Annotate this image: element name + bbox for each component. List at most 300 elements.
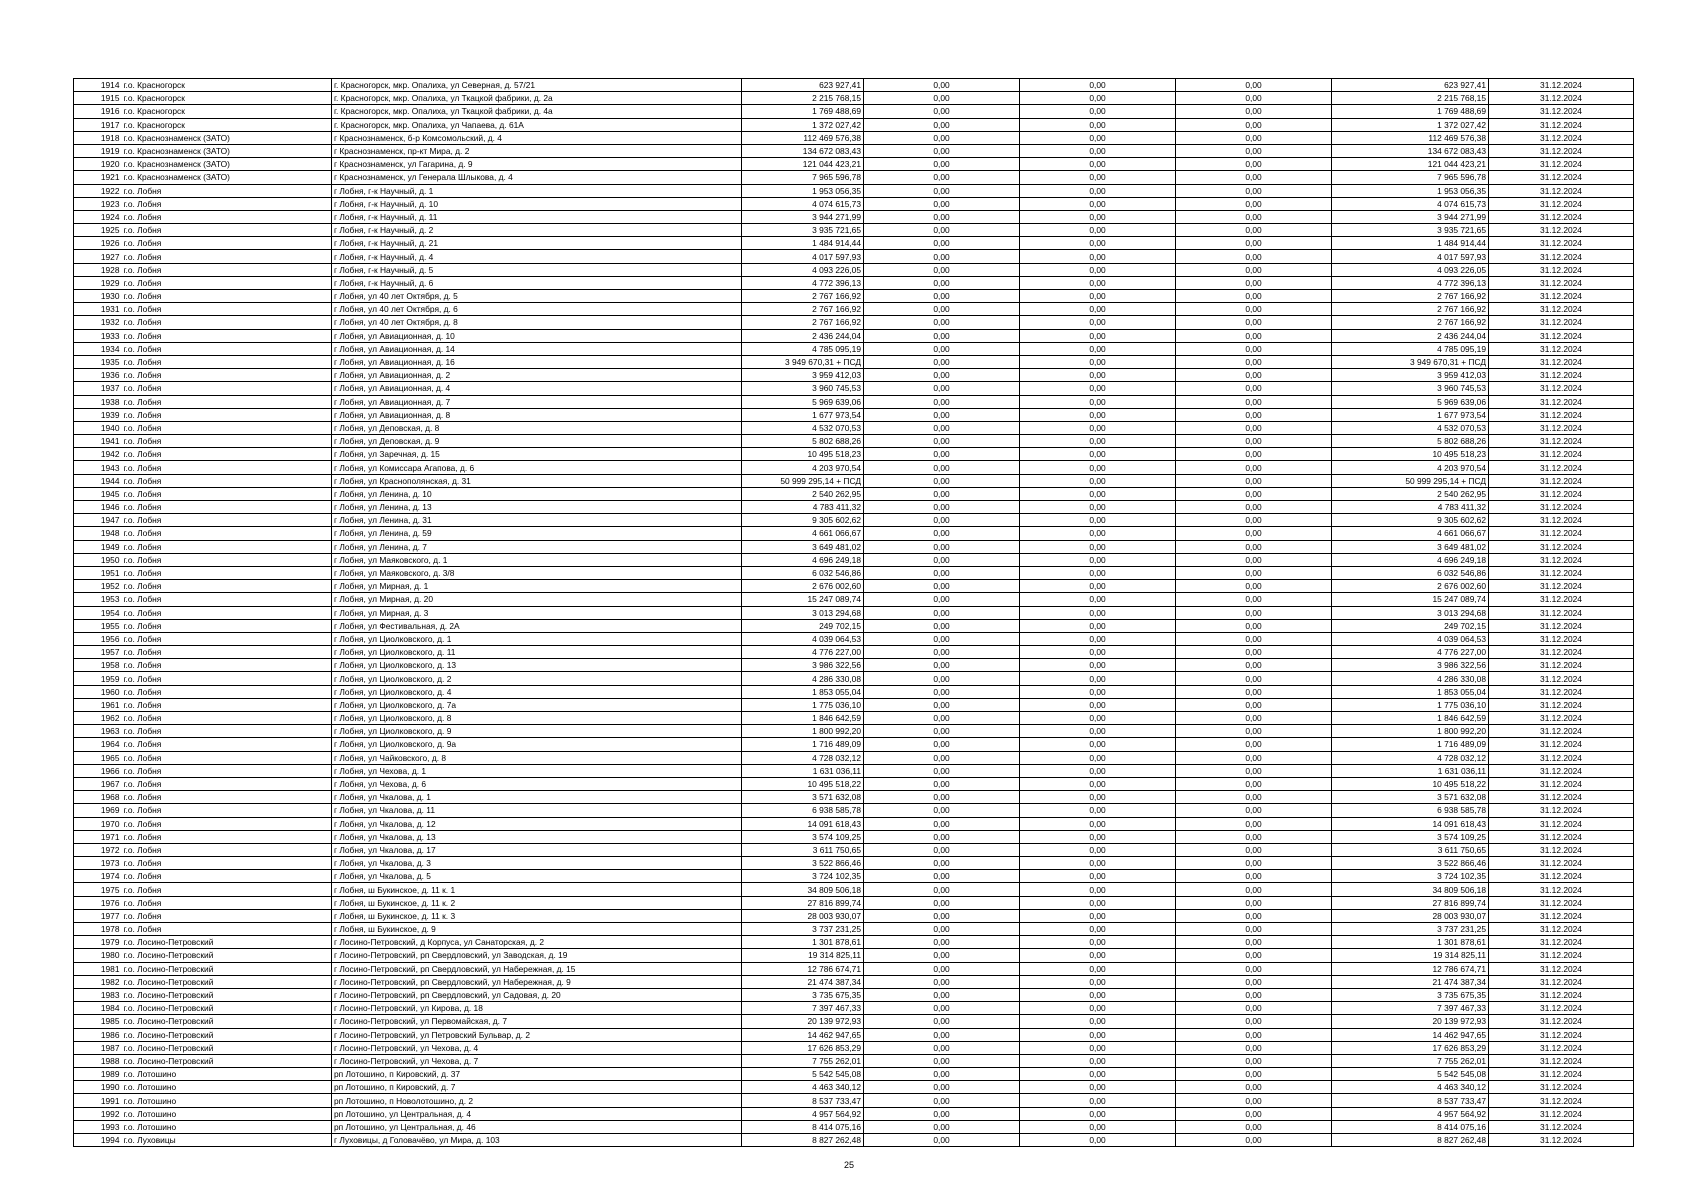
amount-1-cell: 0,00 <box>864 672 1020 685</box>
remaining-cell: 8 414 075,16 <box>1332 1120 1489 1133</box>
date-cell: 31.12.2024 <box>1489 1081 1634 1094</box>
address-cell: г Лобня, ул Циолковского, д. 2 <box>332 672 742 685</box>
amount-1-cell: 0,00 <box>864 791 1020 804</box>
remaining-cell: 2 540 262,95 <box>1332 487 1489 500</box>
row-index-cell: 1928 <box>74 263 122 276</box>
table-row <box>74 369 1634 382</box>
amount-3-cell: 0,00 <box>1176 474 1332 487</box>
total-cost-cell: 1 800 992,20 <box>742 725 864 738</box>
total-cost-cell: 17 626 853,29 <box>742 1041 864 1054</box>
address-cell: г Лобня, г-к Научный, д. 10 <box>332 197 742 210</box>
municipality-cell: г.о. Лобня <box>122 857 332 870</box>
amount-3-cell: 0,00 <box>1176 1054 1332 1067</box>
municipality-cell: г.о. Лобня <box>122 448 332 461</box>
municipality-cell: г.о. Лобня <box>122 830 332 843</box>
amount-2-cell: 0,00 <box>1020 276 1176 289</box>
address-cell: г Лобня, ул Чкалова, д. 3 <box>332 857 742 870</box>
address-cell: рп Лотошино, п Кировский, д. 37 <box>332 1068 742 1081</box>
row-index-cell: 1919 <box>74 144 122 157</box>
amount-2-cell: 0,00 <box>1020 923 1176 936</box>
amount-3-cell: 0,00 <box>1176 329 1332 342</box>
row-index-cell: 1987 <box>74 1041 122 1054</box>
total-cost-cell: 7 965 596,78 <box>742 171 864 184</box>
amount-2-cell: 0,00 <box>1020 777 1176 790</box>
amount-1-cell: 0,00 <box>864 316 1020 329</box>
remaining-cell: 28 003 930,07 <box>1332 909 1489 922</box>
remaining-cell: 2 215 768,15 <box>1332 92 1489 105</box>
row-index-cell: 1921 <box>74 171 122 184</box>
amount-1-cell: 0,00 <box>864 171 1020 184</box>
total-cost-cell: 5 969 639,06 <box>742 395 864 408</box>
remaining-cell: 21 474 387,34 <box>1332 975 1489 988</box>
amount-3-cell: 0,00 <box>1176 962 1332 975</box>
municipality-cell: г.о. Лобня <box>122 883 332 896</box>
amount-1-cell: 0,00 <box>864 843 1020 856</box>
remaining-cell: 10 495 518,23 <box>1332 448 1489 461</box>
date-cell: 31.12.2024 <box>1489 593 1634 606</box>
address-cell: г Лобня, ул Циолковского, д. 8 <box>332 712 742 725</box>
remaining-cell: 1 775 036,10 <box>1332 698 1489 711</box>
remaining-cell: 1 846 642,59 <box>1332 712 1489 725</box>
amount-1-cell: 0,00 <box>864 276 1020 289</box>
amount-3-cell: 0,00 <box>1176 1068 1332 1081</box>
municipality-cell: г.о. Лобня <box>122 566 332 579</box>
table-row <box>74 830 1634 843</box>
table-row <box>74 184 1634 197</box>
amount-3-cell: 0,00 <box>1176 936 1332 949</box>
amount-2-cell: 0,00 <box>1020 448 1176 461</box>
table-row <box>74 263 1634 276</box>
amount-2-cell: 0,00 <box>1020 870 1176 883</box>
date-cell: 31.12.2024 <box>1489 725 1634 738</box>
address-cell: г Лобня, ш Букинское, д. 11 к. 1 <box>332 883 742 896</box>
row-index-cell: 1991 <box>74 1094 122 1107</box>
amount-3-cell: 0,00 <box>1176 395 1332 408</box>
amount-3-cell: 0,00 <box>1176 92 1332 105</box>
amount-3-cell: 0,00 <box>1176 237 1332 250</box>
municipality-cell: г.о. Лосино-Петровский <box>122 1015 332 1028</box>
municipality-cell: г.о. Лосино-Петровский <box>122 936 332 949</box>
total-cost-cell: 14 462 947,65 <box>742 1028 864 1041</box>
table-row <box>74 659 1634 672</box>
address-cell: г Лобня, ш Букинское, д. 11 к. 3 <box>332 909 742 922</box>
table-row <box>74 857 1634 870</box>
amount-2-cell: 0,00 <box>1020 395 1176 408</box>
amount-1-cell: 0,00 <box>864 738 1020 751</box>
total-cost-cell: 12 786 674,71 <box>742 962 864 975</box>
date-cell: 31.12.2024 <box>1489 263 1634 276</box>
remaining-cell: 4 286 330,08 <box>1332 672 1489 685</box>
remaining-cell: 27 816 899,74 <box>1332 896 1489 909</box>
municipality-cell: г.о. Лотошино <box>122 1094 332 1107</box>
municipality-cell: г.о. Лобня <box>122 527 332 540</box>
table-row <box>74 791 1634 804</box>
table-row <box>74 474 1634 487</box>
row-index-cell: 1980 <box>74 949 122 962</box>
total-cost-cell: 8 827 262,48 <box>742 1134 864 1147</box>
date-cell: 31.12.2024 <box>1489 210 1634 223</box>
row-index-cell: 1992 <box>74 1107 122 1120</box>
amount-2-cell: 0,00 <box>1020 237 1176 250</box>
amount-1-cell: 0,00 <box>864 474 1020 487</box>
row-index-cell: 1972 <box>74 843 122 856</box>
total-cost-cell: 3 611 750,65 <box>742 843 864 856</box>
address-cell: г Лосино-Петровский, рп Свердловский, ул Заводская, д. 19 <box>332 949 742 962</box>
remaining-cell: 4 661 066,67 <box>1332 527 1489 540</box>
remaining-cell: 1 484 914,44 <box>1332 237 1489 250</box>
amount-3-cell: 0,00 <box>1176 316 1332 329</box>
date-cell: 31.12.2024 <box>1489 1041 1634 1054</box>
municipality-cell: г.о. Лобня <box>122 421 332 434</box>
remaining-cell: 3 949 670,31 + ПСД <box>1332 355 1489 368</box>
date-cell: 31.12.2024 <box>1489 276 1634 289</box>
municipality-cell: г.о. Лобня <box>122 408 332 421</box>
date-cell: 31.12.2024 <box>1489 1015 1634 1028</box>
amount-2-cell: 0,00 <box>1020 1068 1176 1081</box>
date-cell: 31.12.2024 <box>1489 487 1634 500</box>
total-cost-cell: 1 372 027,42 <box>742 118 864 131</box>
address-cell: г Лобня, ул Маяковского, д. 3/8 <box>332 566 742 579</box>
amount-3-cell: 0,00 <box>1176 738 1332 751</box>
table-row <box>74 316 1634 329</box>
date-cell: 31.12.2024 <box>1489 369 1634 382</box>
address-cell: г Луховицы, д Головачёво, ул Мира, д. 103 <box>332 1134 742 1147</box>
date-cell: 31.12.2024 <box>1489 870 1634 883</box>
total-cost-cell: 3 571 632,08 <box>742 791 864 804</box>
municipality-cell: г.о. Лобня <box>122 817 332 830</box>
total-cost-cell: 1 484 914,44 <box>742 237 864 250</box>
total-cost-cell: 34 809 506,18 <box>742 883 864 896</box>
amount-3-cell: 0,00 <box>1176 303 1332 316</box>
table-row <box>74 804 1634 817</box>
table-row <box>74 118 1634 131</box>
date-cell: 31.12.2024 <box>1489 329 1634 342</box>
row-index-cell: 1975 <box>74 883 122 896</box>
address-cell: г Лобня, ул Чкалова, д. 12 <box>332 817 742 830</box>
total-cost-cell: 15 247 089,74 <box>742 593 864 606</box>
date-cell: 31.12.2024 <box>1489 751 1634 764</box>
amount-1-cell: 0,00 <box>864 461 1020 474</box>
address-cell: г Лобня, г-к Научный, д. 4 <box>332 250 742 263</box>
amount-2-cell: 0,00 <box>1020 382 1176 395</box>
date-cell: 31.12.2024 <box>1489 580 1634 593</box>
amount-3-cell: 0,00 <box>1176 975 1332 988</box>
total-cost-cell: 3 935 721,65 <box>742 224 864 237</box>
amount-2-cell: 0,00 <box>1020 580 1176 593</box>
date-cell: 31.12.2024 <box>1489 712 1634 725</box>
row-index-cell: 1956 <box>74 632 122 645</box>
municipality-cell: г.о. Лобня <box>122 501 332 514</box>
amount-1-cell: 0,00 <box>864 619 1020 632</box>
date-cell: 31.12.2024 <box>1489 857 1634 870</box>
row-index-cell: 1941 <box>74 435 122 448</box>
table-row <box>74 870 1634 883</box>
municipality-cell: г.о. Лобня <box>122 250 332 263</box>
total-cost-cell: 4 039 064,53 <box>742 632 864 645</box>
amount-1-cell: 0,00 <box>864 131 1020 144</box>
remaining-cell: 15 247 089,74 <box>1332 593 1489 606</box>
amount-2-cell: 0,00 <box>1020 1134 1176 1147</box>
municipality-cell: г.о. Лобня <box>122 751 332 764</box>
municipality-cell: г.о. Лобня <box>122 777 332 790</box>
remaining-cell: 8 827 262,48 <box>1332 1134 1489 1147</box>
amount-1-cell: 0,00 <box>864 290 1020 303</box>
address-cell: г Лобня, ул Циолковского, д. 9 <box>332 725 742 738</box>
total-cost-cell: 3 960 745,53 <box>742 382 864 395</box>
municipality-cell: г.о. Лобня <box>122 184 332 197</box>
address-cell: г Лобня, ул Авиационная, д. 2 <box>332 369 742 382</box>
total-cost-cell: 4 728 032,12 <box>742 751 864 764</box>
date-cell: 31.12.2024 <box>1489 566 1634 579</box>
remaining-cell: 3 944 271,99 <box>1332 210 1489 223</box>
municipality-cell: г.о. Лобня <box>122 712 332 725</box>
table-row <box>74 883 1634 896</box>
date-cell: 31.12.2024 <box>1489 224 1634 237</box>
amount-2-cell: 0,00 <box>1020 224 1176 237</box>
date-cell: 31.12.2024 <box>1489 1054 1634 1067</box>
table-row <box>74 448 1634 461</box>
address-cell: г Лобня, ш Букинское, д. 11 к. 2 <box>332 896 742 909</box>
table-row <box>74 698 1634 711</box>
table-row <box>74 1015 1634 1028</box>
amount-1-cell: 0,00 <box>864 804 1020 817</box>
amount-3-cell: 0,00 <box>1176 672 1332 685</box>
remaining-cell: 3 571 632,08 <box>1332 791 1489 804</box>
total-cost-cell: 2 767 166,92 <box>742 303 864 316</box>
row-index-cell: 1935 <box>74 355 122 368</box>
total-cost-cell: 4 093 226,05 <box>742 263 864 276</box>
municipality-cell: г.о. Лобня <box>122 474 332 487</box>
date-cell: 31.12.2024 <box>1489 184 1634 197</box>
address-cell: г Краснознаменск, ул Гагарина, д. 9 <box>332 158 742 171</box>
municipality-cell: г.о. Лосино-Петровский <box>122 1041 332 1054</box>
amount-2-cell: 0,00 <box>1020 764 1176 777</box>
amount-2-cell: 0,00 <box>1020 197 1176 210</box>
row-index-cell: 1959 <box>74 672 122 685</box>
remaining-cell: 134 672 083,43 <box>1332 144 1489 157</box>
table-row <box>74 646 1634 659</box>
remaining-cell: 1 853 055,04 <box>1332 685 1489 698</box>
table-row <box>74 197 1634 210</box>
table-row <box>74 1120 1634 1133</box>
remaining-cell: 2 676 002,60 <box>1332 580 1489 593</box>
address-cell: г Краснознаменск, пр-кт Мира, д. 2 <box>332 144 742 157</box>
amount-1-cell: 0,00 <box>864 896 1020 909</box>
row-index-cell: 1960 <box>74 685 122 698</box>
row-index-cell: 1930 <box>74 290 122 303</box>
address-cell: г. Красногорск, мкр. Опалиха, ул Чапаева, д. 61А <box>332 118 742 131</box>
date-cell: 31.12.2024 <box>1489 646 1634 659</box>
row-index-cell: 1993 <box>74 1120 122 1133</box>
amount-2-cell: 0,00 <box>1020 1028 1176 1041</box>
address-cell: г Лосино-Петровский, ул Чехова, д. 7 <box>332 1054 742 1067</box>
table-row <box>74 1002 1634 1015</box>
table-row <box>74 593 1634 606</box>
row-index-cell: 1955 <box>74 619 122 632</box>
municipality-cell: г.о. Лобня <box>122 738 332 751</box>
row-index-cell: 1940 <box>74 421 122 434</box>
remaining-cell: 3 611 750,65 <box>1332 843 1489 856</box>
total-cost-cell: 19 314 825,11 <box>742 949 864 962</box>
table-body <box>74 79 1634 1147</box>
amount-1-cell: 0,00 <box>864 250 1020 263</box>
amount-1-cell: 0,00 <box>864 355 1020 368</box>
municipality-cell: г.о. Лобня <box>122 804 332 817</box>
municipality-cell: г.о. Лобня <box>122 276 332 289</box>
date-cell: 31.12.2024 <box>1489 1107 1634 1120</box>
amount-3-cell: 0,00 <box>1176 923 1332 936</box>
amount-1-cell: 0,00 <box>864 1028 1020 1041</box>
remaining-cell: 3 735 675,35 <box>1332 988 1489 1001</box>
address-cell: г Лобня, ул Циолковского, д. 7а <box>332 698 742 711</box>
remaining-cell: 20 139 972,93 <box>1332 1015 1489 1028</box>
total-cost-cell: 4 203 970,54 <box>742 461 864 474</box>
date-cell: 31.12.2024 <box>1489 355 1634 368</box>
table-row <box>74 237 1634 250</box>
address-cell: г Лобня, г-к Научный, д. 21 <box>332 237 742 250</box>
total-cost-cell: 1 846 642,59 <box>742 712 864 725</box>
total-cost-cell: 1 775 036,10 <box>742 698 864 711</box>
address-cell: г Лобня, ул Мирная, д. 1 <box>332 580 742 593</box>
table-row <box>74 382 1634 395</box>
remaining-cell: 3 724 102,35 <box>1332 870 1489 883</box>
municipality-cell: г.о. Лобня <box>122 329 332 342</box>
amount-2-cell: 0,00 <box>1020 843 1176 856</box>
amount-2-cell: 0,00 <box>1020 474 1176 487</box>
row-index-cell: 1973 <box>74 857 122 870</box>
total-cost-cell: 3 986 322,56 <box>742 659 864 672</box>
date-cell: 31.12.2024 <box>1489 830 1634 843</box>
municipality-cell: г.о. Лосино-Петровский <box>122 975 332 988</box>
date-cell: 31.12.2024 <box>1489 79 1634 92</box>
address-cell: г Лобня, ул Чкалова, д. 13 <box>332 830 742 843</box>
table-row <box>74 751 1634 764</box>
amount-3-cell: 0,00 <box>1176 777 1332 790</box>
row-index-cell: 1923 <box>74 197 122 210</box>
amount-1-cell: 0,00 <box>864 593 1020 606</box>
date-cell: 31.12.2024 <box>1489 316 1634 329</box>
remaining-cell: 4 074 615,73 <box>1332 197 1489 210</box>
amount-1-cell: 0,00 <box>864 224 1020 237</box>
row-index-cell: 1978 <box>74 923 122 936</box>
date-cell: 31.12.2024 <box>1489 606 1634 619</box>
date-cell: 31.12.2024 <box>1489 342 1634 355</box>
amount-3-cell: 0,00 <box>1176 1120 1332 1133</box>
table-row <box>74 395 1634 408</box>
amount-3-cell: 0,00 <box>1176 501 1332 514</box>
remaining-cell: 112 469 576,38 <box>1332 131 1489 144</box>
row-index-cell: 1933 <box>74 329 122 342</box>
address-cell: г Лобня, ул Ленина, д. 10 <box>332 487 742 500</box>
amount-2-cell: 0,00 <box>1020 290 1176 303</box>
amount-2-cell: 0,00 <box>1020 342 1176 355</box>
amount-3-cell: 0,00 <box>1176 606 1332 619</box>
total-cost-cell: 1 301 878,61 <box>742 936 864 949</box>
municipality-cell: г.о. Краснознаменск (ЗАТО) <box>122 131 332 144</box>
municipality-cell: г.о. Лобня <box>122 342 332 355</box>
amount-2-cell: 0,00 <box>1020 791 1176 804</box>
amount-2-cell: 0,00 <box>1020 751 1176 764</box>
remaining-cell: 4 776 227,00 <box>1332 646 1489 659</box>
total-cost-cell: 9 305 602,62 <box>742 514 864 527</box>
address-cell: г Лобня, ул Деповская, д. 8 <box>332 421 742 434</box>
row-index-cell: 1974 <box>74 870 122 883</box>
table-row <box>74 923 1634 936</box>
amount-3-cell: 0,00 <box>1176 1028 1332 1041</box>
amount-1-cell: 0,00 <box>864 975 1020 988</box>
municipality-cell: г.о. Лобня <box>122 725 332 738</box>
date-cell: 31.12.2024 <box>1489 461 1634 474</box>
remaining-cell: 2 767 166,92 <box>1332 303 1489 316</box>
date-cell: 31.12.2024 <box>1489 290 1634 303</box>
total-cost-cell: 8 537 733,47 <box>742 1094 864 1107</box>
table-row <box>74 540 1634 553</box>
amount-2-cell: 0,00 <box>1020 725 1176 738</box>
total-cost-cell: 4 776 227,00 <box>742 646 864 659</box>
municipality-cell: г.о. Лобня <box>122 290 332 303</box>
table-row <box>74 738 1634 751</box>
amount-2-cell: 0,00 <box>1020 566 1176 579</box>
municipality-cell: г.о. Лобня <box>122 487 332 500</box>
total-cost-cell: 4 017 597,93 <box>742 250 864 263</box>
address-cell: г Лобня, ул Авиационная, д. 4 <box>332 382 742 395</box>
amount-1-cell: 0,00 <box>864 646 1020 659</box>
remaining-cell: 3 649 481,02 <box>1332 540 1489 553</box>
table-row <box>74 1028 1634 1041</box>
date-cell: 31.12.2024 <box>1489 843 1634 856</box>
total-cost-cell: 1 677 973,54 <box>742 408 864 421</box>
remaining-cell: 4 957 564,92 <box>1332 1107 1489 1120</box>
amount-3-cell: 0,00 <box>1176 1041 1332 1054</box>
date-cell: 31.12.2024 <box>1489 672 1634 685</box>
remaining-cell: 2 767 166,92 <box>1332 290 1489 303</box>
municipality-cell: г.о. Лобня <box>122 382 332 395</box>
amount-3-cell: 0,00 <box>1176 791 1332 804</box>
row-index-cell: 1967 <box>74 777 122 790</box>
amount-2-cell: 0,00 <box>1020 1041 1176 1054</box>
amount-1-cell: 0,00 <box>864 1041 1020 1054</box>
address-cell: рп Лотошино, п Кировский, д. 7 <box>332 1081 742 1094</box>
remaining-cell: 1 953 056,35 <box>1332 184 1489 197</box>
amount-3-cell: 0,00 <box>1176 712 1332 725</box>
amount-2-cell: 0,00 <box>1020 672 1176 685</box>
amount-1-cell: 0,00 <box>864 184 1020 197</box>
remaining-cell: 4 093 226,05 <box>1332 263 1489 276</box>
row-index-cell: 1916 <box>74 105 122 118</box>
amount-3-cell: 0,00 <box>1176 896 1332 909</box>
amount-2-cell: 0,00 <box>1020 857 1176 870</box>
remaining-cell: 50 999 295,14 + ПСД <box>1332 474 1489 487</box>
municipality-cell: г.о. Лобня <box>122 514 332 527</box>
address-cell: г Лобня, ул Мирная, д. 3 <box>332 606 742 619</box>
amount-2-cell: 0,00 <box>1020 698 1176 711</box>
row-index-cell: 1915 <box>74 92 122 105</box>
amount-1-cell: 0,00 <box>864 698 1020 711</box>
amount-3-cell: 0,00 <box>1176 79 1332 92</box>
total-cost-cell: 4 286 330,08 <box>742 672 864 685</box>
date-cell: 31.12.2024 <box>1489 738 1634 751</box>
row-index-cell: 1985 <box>74 1015 122 1028</box>
row-index-cell: 1938 <box>74 395 122 408</box>
amount-2-cell: 0,00 <box>1020 540 1176 553</box>
amount-3-cell: 0,00 <box>1176 685 1332 698</box>
date-cell: 31.12.2024 <box>1489 1094 1634 1107</box>
table-row <box>74 514 1634 527</box>
amount-3-cell: 0,00 <box>1176 988 1332 1001</box>
date-cell: 31.12.2024 <box>1489 421 1634 434</box>
amount-3-cell: 0,00 <box>1176 1107 1332 1120</box>
total-cost-cell: 14 091 618,43 <box>742 817 864 830</box>
